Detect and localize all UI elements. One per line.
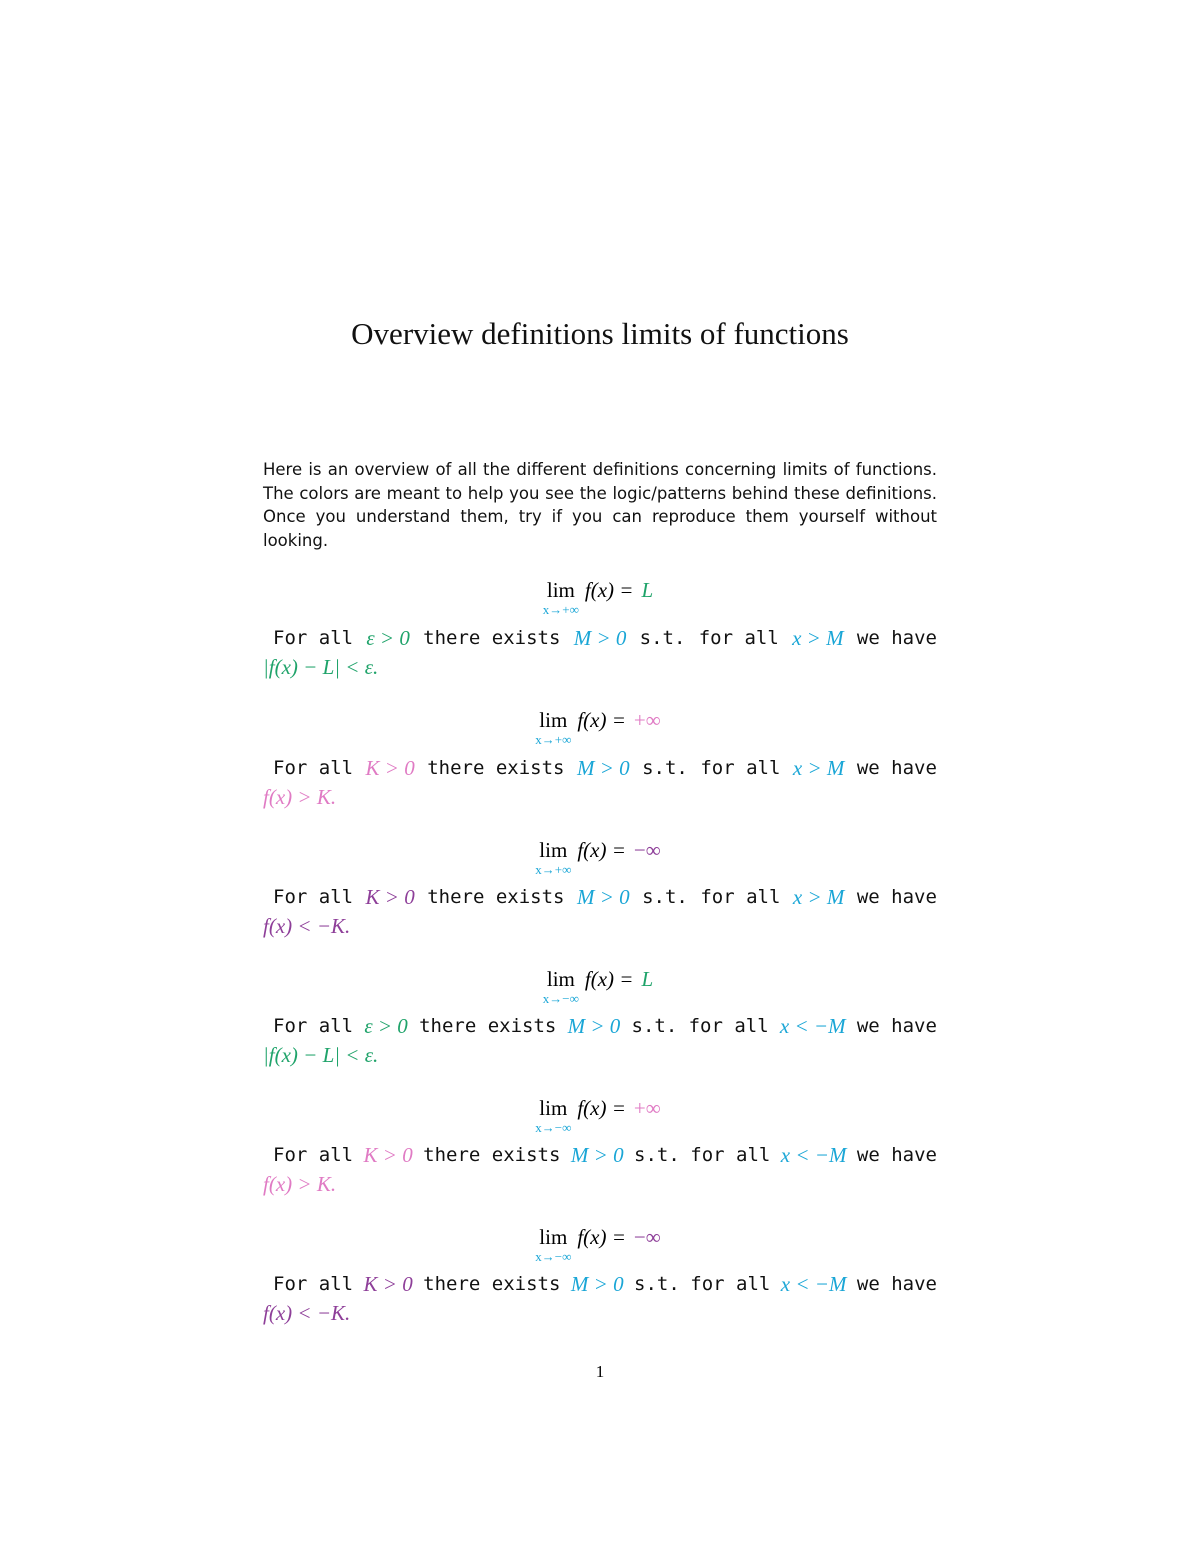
definition-word: there exists xyxy=(423,1144,561,1166)
definition-word: x < −M xyxy=(779,1014,846,1038)
definition-word: For all xyxy=(273,1015,354,1037)
intro-paragraph xyxy=(263,458,937,552)
lim-operator: lim x→−∞ xyxy=(535,1096,572,1135)
limit-value: −∞ xyxy=(633,838,661,862)
lim-subscript: x→+∞ xyxy=(535,862,572,877)
function-expression: f(x) = xyxy=(577,1225,626,1249)
definition-word: For all xyxy=(273,1273,354,1295)
definition-word: for all xyxy=(690,1273,771,1295)
limit-formula xyxy=(535,708,661,747)
definition-word: For all xyxy=(273,886,354,908)
definition-line-1 xyxy=(263,1012,937,1041)
definition-line-2: |f(x) − L| < ε. xyxy=(263,655,379,679)
definition-word: M > 0 xyxy=(567,1014,621,1038)
function-expression: f(x) = xyxy=(584,967,634,991)
definition-word: x > M xyxy=(792,626,844,650)
definition-word: K > 0 xyxy=(365,885,415,909)
limit-value: +∞ xyxy=(633,708,661,732)
definition-line-1 xyxy=(263,1141,937,1170)
function-expression: f(x) = xyxy=(584,578,634,602)
limit-value: L xyxy=(641,578,654,602)
definition-word: For all xyxy=(273,627,354,649)
definition-word: we have xyxy=(856,886,937,908)
definition-word: M > 0 xyxy=(576,756,630,780)
definition-word: s.t. xyxy=(642,886,688,908)
definition-word: K > 0 xyxy=(363,1143,413,1167)
function-expression: f(x) = xyxy=(577,1096,626,1120)
page-number: 1 xyxy=(595,1362,605,1381)
definition-word: for all xyxy=(698,627,779,649)
definition-word: x < −M xyxy=(780,1143,847,1167)
definition-line-2: f(x) < −K. xyxy=(263,914,351,938)
definition-word: x < −M xyxy=(780,1272,847,1296)
definition-word: we have xyxy=(856,1144,937,1166)
definition-word: there exists xyxy=(423,1273,561,1295)
definition-word: s.t. xyxy=(642,757,688,779)
function-expression: f(x) = xyxy=(577,838,626,862)
definition-word: there exists xyxy=(427,886,565,908)
definition-line-1 xyxy=(263,754,937,783)
definition-word: M > 0 xyxy=(573,626,627,650)
definition-word: s.t. xyxy=(639,627,686,649)
definition-text xyxy=(263,624,937,682)
definition-word: s.t. xyxy=(634,1273,680,1295)
definition-word: x > M xyxy=(792,756,845,780)
definition-word: for all xyxy=(690,1144,771,1166)
limit-value: −∞ xyxy=(633,1225,661,1249)
definition-word: there exists xyxy=(427,757,565,779)
definition-text xyxy=(263,754,937,812)
limit-formula xyxy=(535,1096,661,1135)
lim-operator: lim x→+∞ xyxy=(535,708,572,747)
definition-word: there exists xyxy=(419,1015,557,1037)
lim-subscript: x→−∞ xyxy=(535,1249,572,1264)
definition-text xyxy=(263,883,937,941)
lim-subscript: x→−∞ xyxy=(542,991,579,1006)
definition-line-2: f(x) > K. xyxy=(263,1172,337,1196)
definition-word: For all xyxy=(273,757,354,779)
limit-value: +∞ xyxy=(633,1096,661,1120)
definition-word: for all xyxy=(700,757,781,779)
definition-word: we have xyxy=(856,1273,937,1295)
definition-word: x > M xyxy=(792,885,845,909)
lim-operator: lim x→+∞ xyxy=(542,578,579,617)
definition-word: K > 0 xyxy=(363,1272,413,1296)
limit-formula xyxy=(542,967,654,1006)
definition-text xyxy=(263,1270,937,1328)
page-title: Overview definitions limits of functions xyxy=(351,316,849,351)
limit-value: L xyxy=(641,967,654,991)
lim-operator: lim x→−∞ xyxy=(535,1225,572,1264)
definition-word: for all xyxy=(688,1015,769,1037)
lim-operator: lim x→+∞ xyxy=(535,838,572,877)
definition-word: we have xyxy=(856,757,937,779)
definition-word: M > 0 xyxy=(570,1272,624,1296)
definition-text xyxy=(263,1141,937,1199)
definition-line-2: f(x) < −K. xyxy=(263,1301,351,1325)
definition-line-1 xyxy=(263,624,937,653)
definition-line-1 xyxy=(263,1270,937,1299)
lim-subscript: x→−∞ xyxy=(535,1120,572,1135)
definition-word: s.t. xyxy=(634,1144,680,1166)
definition-word: ε > 0 xyxy=(364,1014,408,1038)
definition-word: For all xyxy=(273,1144,354,1166)
definition-text xyxy=(263,1012,937,1070)
definition-word: ε > 0 xyxy=(366,626,410,650)
definition-line-2: |f(x) − L| < ε. xyxy=(263,1043,379,1067)
definition-word: we have xyxy=(856,627,937,649)
limit-formula xyxy=(535,1225,661,1264)
definition-word: for all xyxy=(700,886,781,908)
limit-formula xyxy=(535,838,661,877)
definition-word: M > 0 xyxy=(570,1143,624,1167)
lim-subscript: x→+∞ xyxy=(535,732,572,747)
definition-word: we have xyxy=(856,1015,937,1037)
definition-word: s.t. xyxy=(631,1015,678,1037)
definition-line-2: f(x) > K. xyxy=(263,785,337,809)
limit-formula xyxy=(542,578,654,617)
lim-operator: lim x→−∞ xyxy=(542,967,579,1006)
definition-word: there exists xyxy=(423,627,561,649)
definition-line-1 xyxy=(263,883,937,912)
definition-word: K > 0 xyxy=(365,756,415,780)
lim-subscript: x→+∞ xyxy=(542,602,579,617)
definition-word: M > 0 xyxy=(576,885,630,909)
intro-text: Here is an overview of all the different definitions concerning limits of functions. The colors are meant to help you see the logic/patterns behind these definitions. Once you understand them, try if you can reproduce them yourself without looking. xyxy=(263,460,937,550)
function-expression: f(x) = xyxy=(577,708,626,732)
